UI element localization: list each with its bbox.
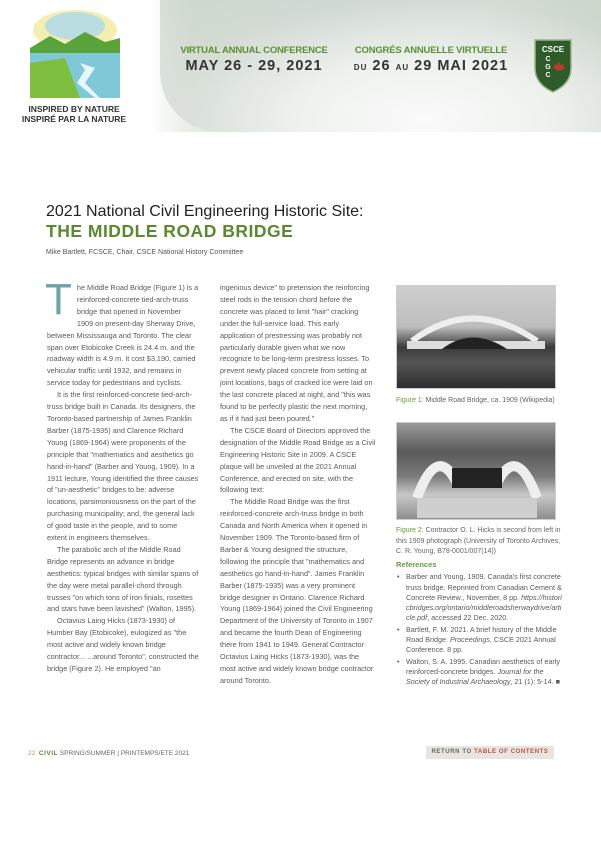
article-column-1 — [45, 275, 199, 675]
magazine-name: CIVIL — [38, 750, 58, 757]
ref-after: , accessed 22 Dec. 2020. — [427, 613, 509, 623]
ref-italic: Proceedings — [449, 635, 490, 645]
references-heading: References — [396, 560, 437, 569]
figure-label: Figure 2: — [396, 527, 424, 534]
du: DU — [353, 63, 368, 72]
csce-shield-logo — [533, 38, 573, 94]
svg-text:C: C — [545, 72, 551, 79]
day2: 29 MAI 2021 — [414, 58, 509, 74]
inspired-by-nature-logo — [25, 8, 125, 98]
toc-prefix: RETURN TO — [431, 749, 472, 755]
logo-tagline — [10, 104, 138, 124]
reference-item — [396, 572, 564, 623]
svg-text:G: G — [545, 64, 551, 71]
paragraph: The Middle Road Bridge was the first reinforced-concrete arch-truss bridge in both Canada and North America when it opened in November 1909. The Toronto-based firm of Barber & Young designed the structure, following the principle that "mathematics and aesthetics go hand-in-hand". James Franklin Barber (1875-1935) was a very prominent bridge designer in Ontario. Clarence Richard Young (1869-1964) joined the Civil Engineering Department of the University of Toronto in 1907 and became the fourth Dean of Engineering there from 1941 to 1949. General Contractor Octavius Laing Hicks (1873-1930), was the most active and widely known bridge contractor around Toronto. — [220, 497, 374, 685]
page-footer — [28, 750, 189, 757]
au: AU — [395, 63, 410, 72]
ref-text: Walton, S. A. 1995. Canadian aesthetics of early reinforced-concrete bridges. — [406, 656, 560, 676]
paragraph: It is the first reinforced-concrete tied-arch-truss bridge built in Canada. Its designers, the Toronto-based partnership of James Franklin Barber (1875-1935) and Clarence Richard Young (1869-1964) were proponents of the principle that "mathematics and aesthetics go hand-in-hand" (Barber and Young, 1909). In a 1911 lecture, Young identified the three causes of "un-aesthetic" bridges to be: adverse locations, parsimoniousness on the part of the purchasing municipality; and, the general lack of good taste in the people, and to some extent in engineers themselves. — [47, 390, 199, 543]
issue-label: SPRING/SUMMER | PRINTEMPS/ETE 2021 — [59, 750, 190, 757]
svg-text:C: C — [545, 56, 551, 63]
figure-2-bridge-photo — [396, 422, 556, 520]
ref-text: Bartlett, F. M. 2021. A brief history of the Middle Road Bridge. — [406, 624, 557, 645]
conference-en — [170, 45, 338, 74]
article-title: THE MIDDLE ROAD BRIDGE — [46, 221, 294, 241]
tagline-en: INSPIRED BY NATURE — [28, 104, 120, 114]
return-to-toc-button[interactable] — [426, 746, 554, 759]
tagline-fr: INSPIRÉ PAR LA NATURE — [21, 114, 127, 124]
references-section — [396, 560, 564, 689]
conference-title-fr: CONGRÉS ANNUELLE VIRTUELLE — [354, 45, 508, 56]
ref-italic: Journal for the Society of Industrial Archaeology — [406, 666, 544, 687]
figure-label: Figure 1: — [396, 397, 424, 404]
figure-1-caption — [396, 396, 561, 407]
paragraph-text: he Middle Road Bridge (Figure 1) is a reinforced-concrete tied-arch-truss bridge that opened in November 1909 on present-day Sherway Drive, between Mississauga and Toronto. The clear span over Etobicoke Creek is 24.4 m. and the roadway width is 4.9 m. It cost $3,190, carried vehicular traffic until 1932, and remains in service today for pedestrians and cyclists. — [47, 283, 199, 388]
article-byline: Mike Bartlett, FCSCE, Chair, CSCE National History Committee — [46, 249, 244, 256]
conference-fr — [345, 45, 517, 74]
drop-cap: T — [45, 275, 72, 324]
reference-item — [396, 625, 564, 656]
paragraph: Octavius Laing Hicks (1873-1930) of Humber Bay (Etobicoke), eulogized as "the most active and widely known bridge contractor... ...around Toronto", constructed the bridge (Figure 2). He employed "an — [47, 616, 199, 673]
article-kicker: 2021 National Civil Engineering Historic Site: — [46, 203, 364, 220]
paragraph — [45, 275, 199, 389]
day1: 26 — [372, 58, 391, 74]
reference-item — [396, 657, 564, 688]
paragraph: The parabolic arch of the Middle Road Bridge represents an advance in bridge aesthetics: typical bridges with similar spans of the day were metal parallel-chord through trusses "on which tons of iron finials, rosettes and stars have been lavished" (Walton, 1995). — [47, 544, 199, 614]
ref-text: Barber and Young, 1909. Canada's first concrete truss bridge. Reprinted from Canadian Cement & Concrete Review., November, 8 pp. — [406, 572, 562, 602]
ref-after: , CSCE 2021 Annual Conference. 8 pp. — [406, 635, 556, 655]
page-number: 22 — [28, 750, 36, 757]
figure-2-caption — [396, 526, 561, 558]
caption-text: Middle Road Bridge, ca. 1909 (Wikipedia) — [425, 397, 555, 404]
article-column-2 — [220, 282, 376, 687]
paragraph: The CSCE Board of Directors approved the designation of the Middle Road Bridge as a Civil Engineering Historic Site in 2009. A CSCE plaque will be unveiled at the 2021 Annual Conference, and erected on site, with the following text: — [220, 425, 376, 495]
ref-link[interactable]: https://historicbridges.org/ontario/middleroadsherwaydrive/article.pdf — [406, 592, 562, 623]
conference-dates-en: MAY 26 - 29, 2021 — [185, 58, 323, 74]
svg-text:CSCE: CSCE — [541, 45, 565, 54]
conference-dates-fr — [345, 58, 517, 74]
figure-1-bridge-photo — [396, 285, 556, 389]
caption-text: Contractor O. L. Hicks is second from left in this 1909 photograph (University of Toronto Archives, C. R. Young, B78-0001/007(14)) — [396, 527, 561, 555]
paragraph: ingenious device" to pretension the reinforcing steel rods in the tension chord before the concrete was placed to limit "hair" cracking under the full-service load. This early application of prestressing was probably not particularly durable given what we now recognize to be long-term prestress losses. To prevent newly placed concrete from setting at joint locations, bags of cracked ice were laid on the last concrete placed at night, and "this was found to be perfectly plastic the next morning, as if it had just been poured." — [220, 283, 373, 423]
conference-title-en: VIRTUAL ANNUAL CONFERENCE — [180, 45, 328, 56]
toc-link[interactable]: TABLE OF CONTENTS — [474, 749, 549, 755]
ref-after: , 21 (1): 5-14. ■ — [510, 677, 560, 687]
